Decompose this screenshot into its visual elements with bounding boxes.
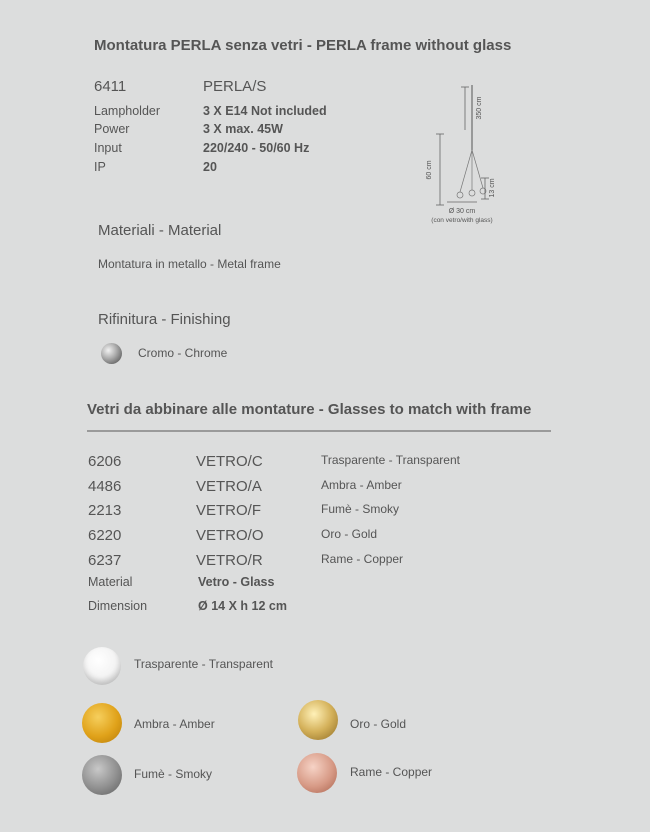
glass-code: 6237: [88, 552, 122, 569]
gold-glass-icon: [298, 700, 338, 740]
glass-code: 2213: [88, 502, 122, 519]
materials-text: Montatura in metallo - Metal frame: [98, 257, 281, 271]
swatch-label-gold: Oro - Gold: [350, 717, 407, 731]
glass-model: VETRO/R: [196, 552, 263, 569]
glass-desc: Ambra - Amber: [321, 478, 402, 492]
finishing-title: Rifinitura - Finishing: [98, 311, 231, 328]
glass-material-label: Material: [88, 575, 133, 589]
glass-model: VETRO/C: [196, 453, 263, 470]
spec-value-lampholder: 3 X E14 Not included: [203, 104, 327, 118]
spec-label-power: Power: [94, 122, 130, 136]
glasses-title: Vetri da abbinare alle montature - Glasses to match with frame: [87, 401, 532, 418]
frame-code: 6411: [94, 78, 127, 95]
glass-dimension-label: Dimension: [88, 599, 148, 613]
glass-desc: Rame - Copper: [321, 552, 404, 566]
section-divider: [87, 430, 551, 432]
spec-value-input: 220/240 - 50/60 Hz: [203, 141, 310, 155]
swatch-label-smoky: Fumè - Smoky: [134, 767, 213, 781]
glass-desc: Fumè - Smoky: [321, 502, 400, 516]
finishing-label: Cromo - Chrome: [138, 346, 228, 360]
frame-title: Montatura PERLA senza vetri - PERLA frame without glass: [94, 37, 512, 54]
glass-model: VETRO/F: [196, 502, 262, 519]
glass-material-value: Vetro - Glass: [198, 575, 275, 589]
diameter-label: Ø 30 cm: [448, 208, 476, 215]
height-total-label: 350 cm: [476, 96, 483, 120]
swatch-label-transparent: Trasparente - Transparent: [134, 657, 273, 671]
height-body-label: 60 cm: [426, 160, 433, 180]
smoky-glass-icon: [82, 755, 122, 795]
materials-title: Materiali - Material: [98, 222, 222, 239]
glass-model: VETRO/A: [196, 478, 262, 495]
glass-code: 6206: [88, 453, 122, 470]
chrome-swatch-icon: [101, 343, 122, 364]
glass-model: VETRO/O: [196, 527, 264, 544]
spec-value-ip: 20: [203, 160, 217, 174]
swatch-label-amber: Ambra - Amber: [134, 717, 215, 731]
copper-glass-icon: [297, 753, 337, 793]
glass-code: 6220: [88, 527, 122, 544]
spec-label-lampholder: Lampholder: [94, 104, 161, 118]
spec-value-power: 3 X max. 45W: [203, 122, 283, 136]
spec-label-input: Input: [94, 141, 122, 155]
glass-desc: Trasparente - Transparent: [321, 453, 460, 467]
pendant-glass-icon: [457, 192, 463, 198]
dimension-diagram: [415, 80, 515, 230]
spec-label-ip: IP: [94, 160, 106, 174]
diameter-note: (con vetro/with glass): [431, 217, 493, 224]
height-glass-label: 13 cm: [489, 178, 496, 198]
transparent-glass-icon: [83, 647, 121, 685]
glass-code: 4486: [88, 478, 122, 495]
amber-glass-icon: [82, 703, 122, 743]
glass-desc: Oro - Gold: [321, 527, 378, 541]
glass-dimension-value: Ø 14 X h 12 cm: [198, 599, 287, 613]
swatch-label-copper: Rame - Copper: [350, 765, 433, 779]
frame-model: PERLA/S: [203, 78, 267, 95]
